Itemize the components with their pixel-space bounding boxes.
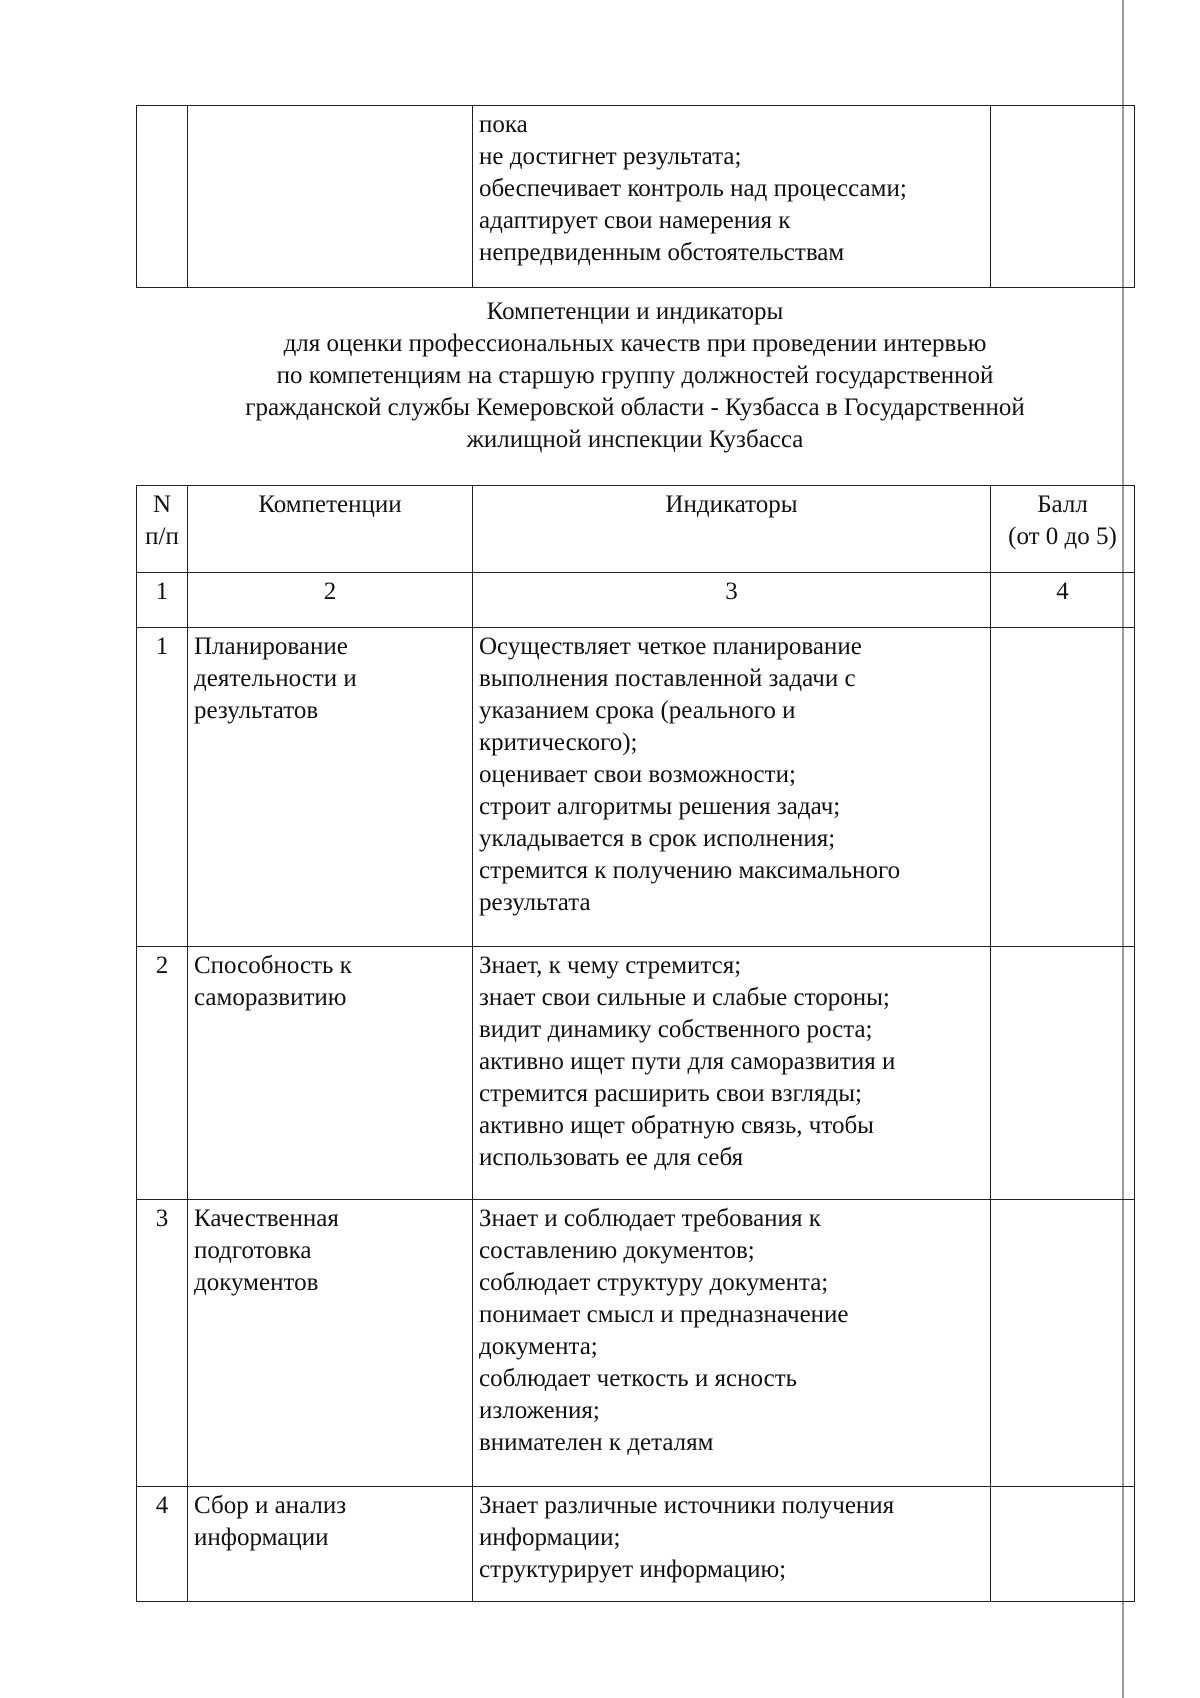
continuation-score-cell: [991, 106, 1135, 288]
column-number: 3: [473, 573, 991, 628]
document-title: [136, 296, 1134, 456]
continuation-num-cell: [137, 106, 188, 288]
continuation-line: адаптирует свои намерения к: [479, 207, 791, 234]
row-competence: Планирование деятельности и результатов: [188, 628, 473, 947]
row-num: 1: [137, 628, 188, 947]
row-competence: Сбор и анализ информации: [188, 1487, 473, 1602]
row-num: 2: [137, 947, 188, 1200]
table-row: [137, 1487, 1135, 1602]
row-score: [991, 947, 1135, 1200]
row-score: [991, 1487, 1135, 1602]
header-score: Балл (от 0 до 5): [991, 486, 1135, 573]
title-line: гражданской службы Кемеровской области - Кузбасса в Государственной: [245, 394, 1025, 421]
column-number-row: [137, 573, 1135, 628]
row-score: [991, 1200, 1135, 1487]
row-indicators: Осуществляет четкое планирование выполнения поставленной задачи с указанием срока (реального и критического); оценивает свои возможности; строит алгоритмы решения задач; укладывается в срок исполнения; стремится к получению максимального результата: [473, 628, 991, 947]
continuation-competence-cell: [188, 106, 473, 288]
column-number: 1: [137, 573, 188, 628]
table-row: [137, 947, 1135, 1200]
row-indicators: Знает и соблюдает требования к составлению документов; соблюдает структуру документа; понимает смысл и предназначение документа; соблюдает четкость и ясность изложения; внимателен к деталям: [473, 1200, 991, 1487]
competence-table: [136, 485, 1135, 1602]
row-num: 3: [137, 1200, 188, 1487]
table-row: [137, 1200, 1135, 1487]
title-line: для оценки профессиональных качеств при проведении интервью: [283, 330, 987, 357]
row-num: 4: [137, 1487, 188, 1602]
title-line: жилищной инспекции Кузбасса: [466, 426, 804, 453]
continuation-line: обеспечивает контроль над процессами;: [479, 175, 907, 202]
row-score: [991, 628, 1135, 947]
title-line: по компетенциям на старшую группу должностей государственной: [276, 362, 994, 389]
column-number: 4: [991, 573, 1135, 628]
header-competence: Компетенции: [188, 486, 473, 573]
row-indicators: Знает, к чему стремится; знает свои сильные и слабые стороны; видит динамику собственного роста; активно ищет пути для саморазвития и стремится расширить свои взгляды; активно ищет обратную связь, чтобы использовать ее для себя: [473, 947, 991, 1200]
continuation-indicators-cell: [473, 106, 991, 288]
continuation-table: [136, 105, 1135, 288]
table-header-row: [137, 486, 1135, 573]
row-indicators: Знает различные источники получения информации; структурирует информацию;: [473, 1487, 991, 1602]
title-line: Компетенции и индикаторы: [486, 298, 784, 325]
continuation-line: непредвиденным обстоятельствам: [479, 239, 845, 266]
column-number: 2: [188, 573, 473, 628]
continuation-line: пока: [479, 111, 528, 138]
row-competence: Качественная подготовка документов: [188, 1200, 473, 1487]
row-competence: Способность к саморазвитию: [188, 947, 473, 1200]
header-indicators: Индикаторы: [473, 486, 991, 573]
header-num: N п/п: [137, 486, 188, 573]
table-row: [137, 628, 1135, 947]
continuation-row: [137, 106, 1135, 288]
continuation-line: не достигнет результата;: [479, 143, 742, 170]
